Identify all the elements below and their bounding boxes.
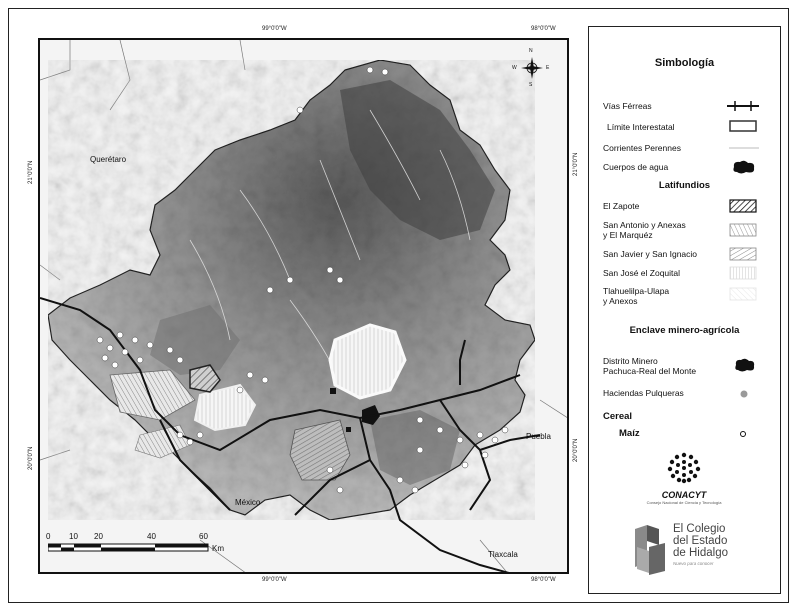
colegio-line3: de Hidalgo <box>673 547 728 559</box>
colegio-cube-icon <box>633 523 669 575</box>
legend-distrito-minero: Distrito Minero Pachuca-Real del Monte <box>603 356 697 376</box>
legend-enclave-title: Enclave minero-agrícola <box>629 325 740 336</box>
label-queretaro: Querétaro <box>90 155 127 164</box>
legend-limite: Límite Interestatal <box>607 122 675 132</box>
stream-symbol-icon <box>729 146 759 150</box>
legend-vias-ferreas: Vías Férreas <box>603 101 652 111</box>
coord-bottom-right: 98°0'0"W <box>531 577 556 583</box>
colegio-tagline: Nuevo para conocer <box>673 561 714 566</box>
san-javier-pattern-icon <box>729 247 757 261</box>
compass-n: N <box>529 48 533 54</box>
conacyt-name: CONACYT <box>661 490 707 500</box>
scale-tick-0: 0 <box>46 532 51 541</box>
legend-title: Simbología <box>654 57 715 69</box>
conacyt-dots-icon <box>664 451 704 485</box>
coord-bottom-left: 99°0'0"W <box>262 577 287 583</box>
scale-bar-graphic <box>48 543 213 553</box>
colegio-hidalgo-logo <box>633 523 728 580</box>
compass-e: E <box>546 65 550 71</box>
coord-right-lower: 20°0'0"N <box>573 438 579 462</box>
legend-tlahuelilpa: Tlahuelilpa-Ulapa y Anexos <box>603 286 670 306</box>
label-mexico: México <box>235 498 261 507</box>
legend-el-zapote: El Zapote <box>603 201 640 211</box>
san-jose-pattern-icon <box>729 266 757 280</box>
compass-w: W <box>512 65 517 71</box>
mining-district-symbol-icon <box>733 357 757 373</box>
scale-tick-40: 40 <box>147 532 156 541</box>
compass-s: S <box>529 82 533 88</box>
legend-san-jose: San José el Zoquital <box>603 268 681 278</box>
colegio-name <box>673 523 728 559</box>
coord-left-upper: 21°0'0"N <box>28 160 34 184</box>
conacyt-tagline: Consejo Nacional de Ciencia y Tecnología <box>646 500 722 505</box>
coord-top-left: 99°0'0"W <box>262 26 287 32</box>
maiz-dot-icon <box>739 430 747 438</box>
legend-latifundios-title: Latifundios <box>658 180 711 191</box>
water-body-symbol-icon <box>731 159 757 175</box>
scale-unit: Km <box>212 544 224 553</box>
san-antonio-pattern-icon <box>729 223 757 237</box>
scale-tick-20: 20 <box>94 532 103 541</box>
legend-haciendas: Haciendas Pulqueras <box>603 388 684 398</box>
map-frame <box>38 38 569 574</box>
legend-san-antonio: San Antonio y Anexas y El Marquéz <box>603 220 686 240</box>
legend-corrientes: Corrientes Perennes <box>603 143 681 153</box>
scale-tick-60: 60 <box>199 532 208 541</box>
coord-top-right: 98°0'0"W <box>531 26 556 32</box>
hacienda-dot-icon <box>739 389 749 399</box>
zapote-pattern-icon <box>729 199 757 213</box>
colegio-line1: El Colegio <box>673 523 726 535</box>
legend-cuerpos-agua: Cuerpos de agua <box>603 162 669 172</box>
conacyt-logo <box>639 451 729 505</box>
railway-symbol-icon <box>727 101 759 111</box>
scale-tick-10: 10 <box>69 532 78 541</box>
coord-left-lower: 20°0'0"N <box>28 446 34 470</box>
colegio-line2: del Estado <box>673 535 728 547</box>
hidalgo-relief-map <box>40 40 569 574</box>
legend-maiz: Maíz <box>619 428 640 439</box>
tlahuelilpa-pattern-icon <box>729 287 757 301</box>
legend-panel <box>588 26 781 594</box>
label-puebla: Puebla <box>526 432 551 441</box>
boundary-symbol-icon <box>729 120 757 132</box>
coord-right-upper: 21°0'0"N <box>573 152 579 176</box>
compass-rose <box>521 57 543 79</box>
label-tlaxcala: Tlaxcala <box>488 550 518 559</box>
legend-cereal-title: Cereal <box>603 411 633 422</box>
legend-san-javier: San Javier y San Ignacio <box>603 249 698 259</box>
